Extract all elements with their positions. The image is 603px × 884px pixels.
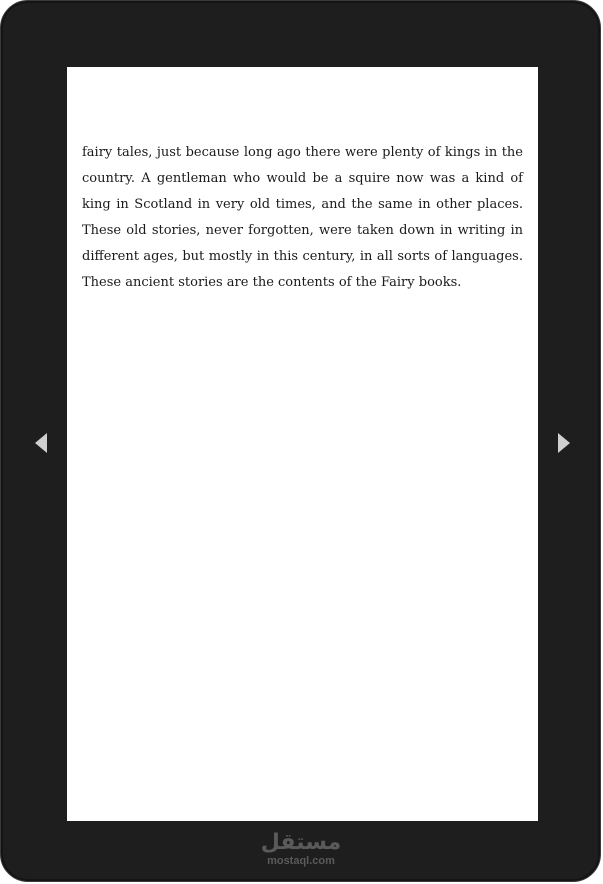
- previous-page-button[interactable]: [34, 431, 48, 455]
- watermark-latin: mostaql.com: [267, 855, 335, 867]
- chevron-left-icon: [34, 431, 48, 455]
- reading-page: [67, 67, 538, 821]
- chevron-right-icon: [557, 431, 571, 455]
- watermark-arabic: مستقل: [260, 830, 342, 855]
- page-text: fairy tales, just because long ago there were plenty of kings in the country. A gentleman who would be a squire now was a kind of king in Scotland in very old times, and the same in other places. These old stories, never forgotten, were taken down in writing in different ages, but mostly in this century, in all sorts of languages. These ancient stories are the contents of the Fairy books.: [82, 145, 523, 290]
- next-page-button[interactable]: [557, 431, 571, 455]
- watermark-logo: [251, 831, 351, 867]
